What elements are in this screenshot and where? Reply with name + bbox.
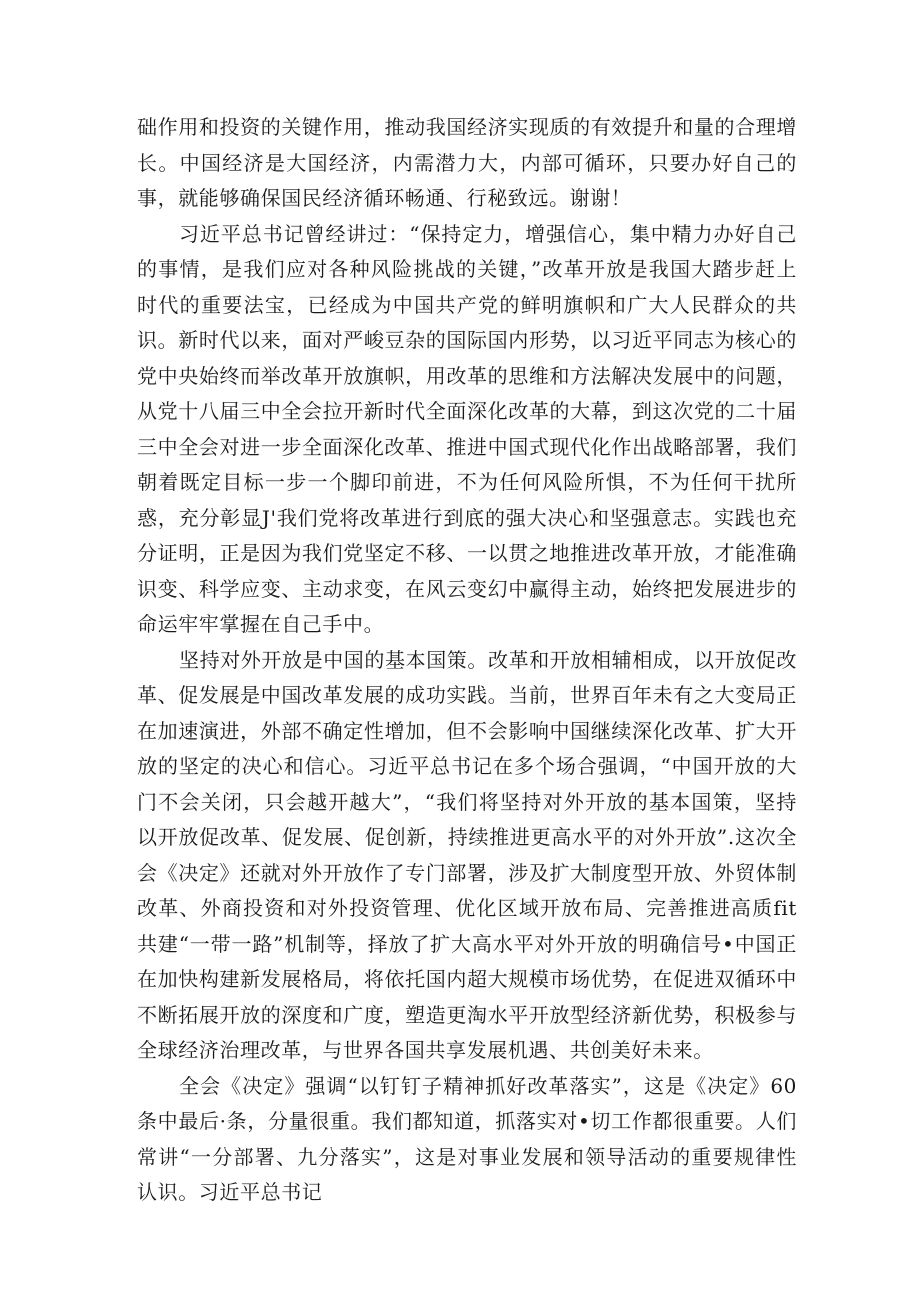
paragraph-3: 坚持对外开放是中国的基本国策。改革和开放相辅相成，以开放促改革、促发展是中国改革发展的成功实践。当前，世界百年未有之大变局正在加速演进，外部不确定性增加，但不会影响中国继续深化改革、扩大开放的坚定的决心和信心。习近平总书记在多个场合强调，“中国开放的大门不会关闭，只会越开越大”，“我们将坚持对外开放的基本国策，坚持以开放促改革、促发展、促创新，持续推进更高水平的对外开放”.这次全会《决定》还就对外开放作了专门部署，涉及扩大制度型开放、外贸体制改革、外商投资和对外投资管理、优化区域开放布局、完善推进高质fit共建“一带一路”机制等，择放了扩大高水平对外开放的明确信号•中国正在加快构建新发展格局，将依托国内超大规模市场优势，在促进双循环中不断拓展开放的深度和广度，塑造更淘水平开放型经济新优势，积极参与全球经济治理改革，与世界各国共享发展机遇、共创美好未来。	[137, 647, 797, 1062]
paragraph-2: 习近平总书记曾经讲过：“保持定力，增强信心，集中精力办好自己的事情，是我们应对各种风险挑战的关键，”改革开放是我国大踏步赶上时代的重要法宝，已经成为中国共产党的鲜明旗帜和广大人民群众的共识。新时代以来，面对严峻豆杂的国际国内形势，以习近平同志为核心的党中央始终而举改革开放旗帜，用改革的思维和方法解决发展中的问题，从党十八届三中全会拉开新时代全面深化改革的大幕，到这次党的二十届三中全会对进一步全面深化改革、推进中国式现代化作出战略部署，我们朝着既定目标一步一个脚印前进，不为任何风险所惧，不为任何干扰所惑，充分彰显J'我们党将改革进行到底的强大决心和坚强意志。实践也充分证明，正是因为我们党坚定不移、一以贯之地推进改革开放，才能准确识变、科学应变、主动求变，在风云变幻中赢得主动，始终把发展进步的命运牢牢掌握在自己手中。	[137, 221, 797, 636]
paragraph-4: 全会《决定》强调“以钉钉子精神抓好改革落实”，这是《决定》60条中最后·条，分量很重。我们都知道，抓落实对•切工作都很重要。人们常讲“一分部署、九分落实”，这是对事业发展和领导活动的重要规律性认识。习近平总书记	[137, 1073, 797, 1204]
paragraph-1: 础作用和投资的关键作用，推动我国经济实现质的有效提升和量的合理增长。中国经济是大国经济，内需潜力大，内部可循环，只要办好自己的事，就能够确保国民经济循环畅通、行秘致远。谢谢！	[137, 115, 797, 210]
document-body	[137, 110, 797, 1211]
